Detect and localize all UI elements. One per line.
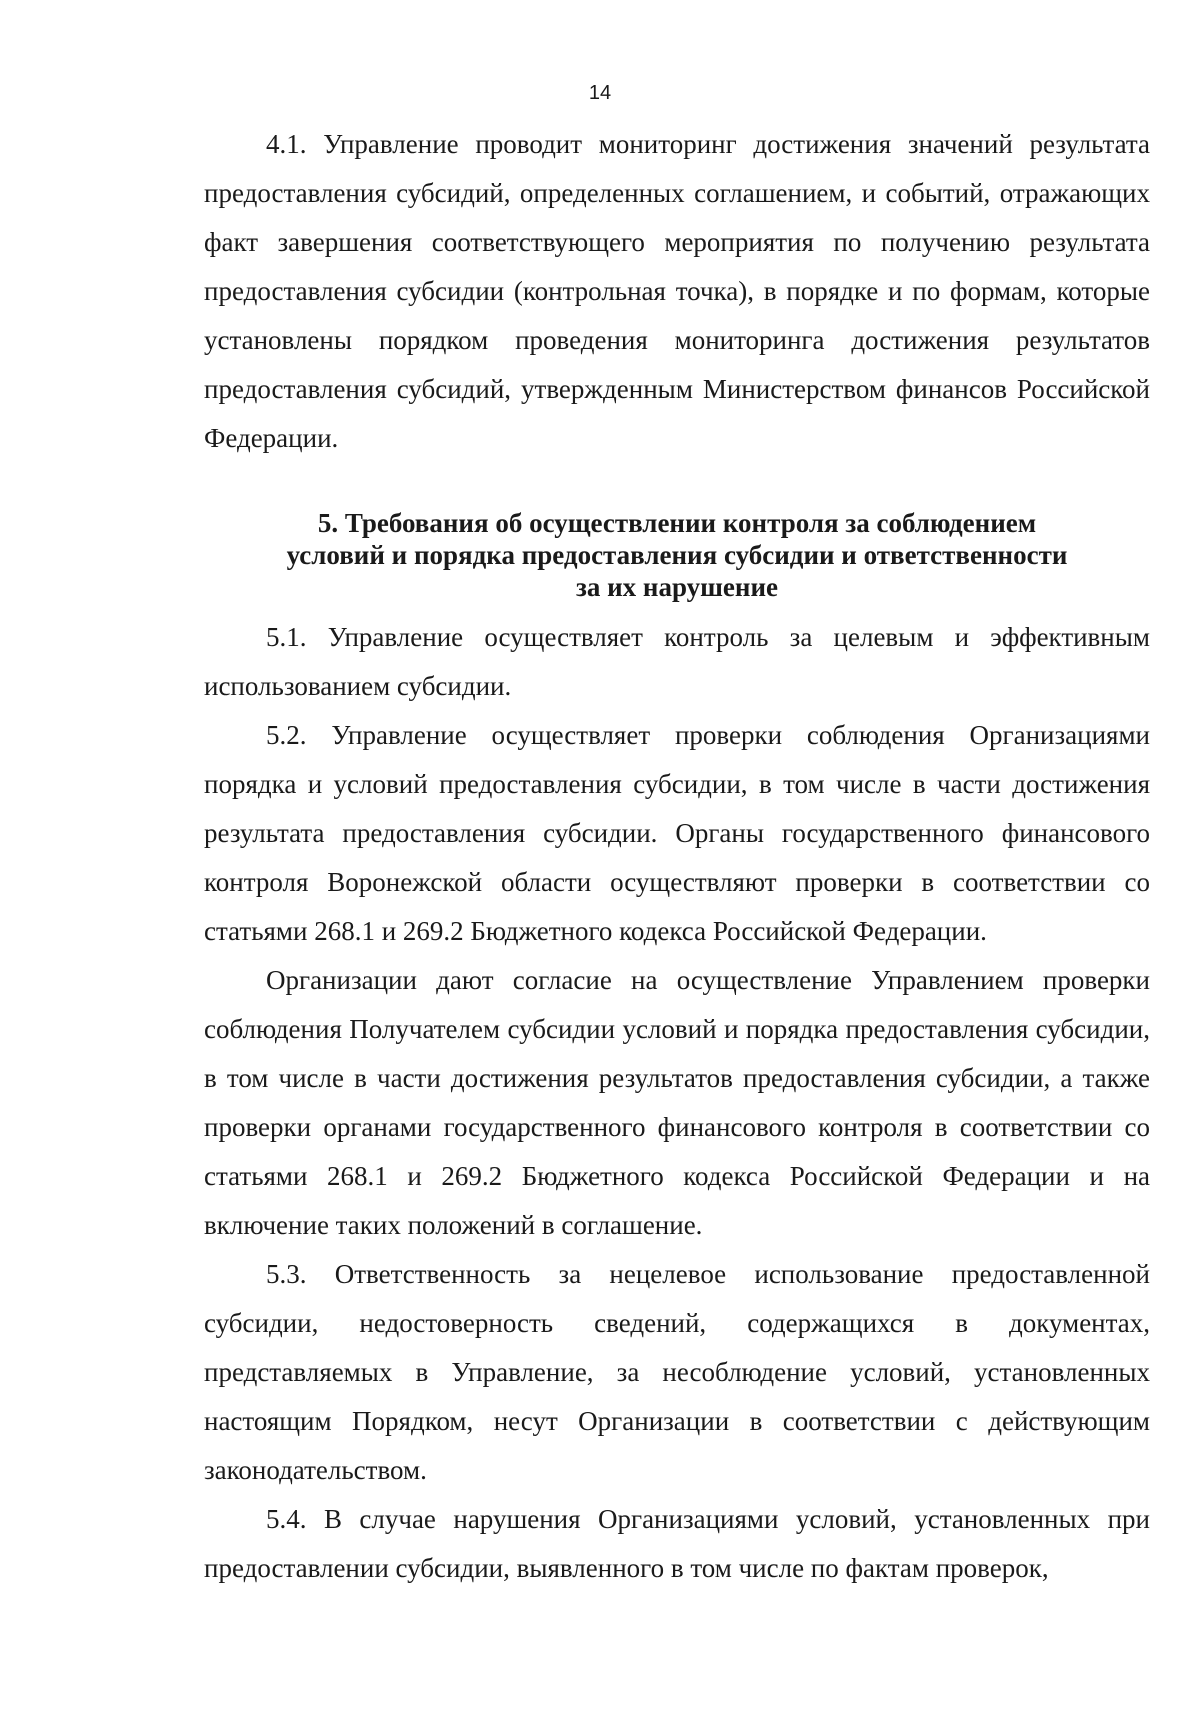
paragraph-5-2-consent: Организации дают согласие на осуществление Управлением проверки соблюдения Получателем субсидии условий и порядка предоставления субсидии, в том числе в части достижения результатов предоставления субсидии, а также проверки органами государственного финансового контроля в соответствии со статьями 268.1 и 269.2 Бюджетного кодекса Российской Федерации и на включение таких положений в соглашение.: [204, 965, 1150, 1240]
document-body: [204, 120, 1150, 1593]
paragraph-4-1: 4.1. Управление проводит мониторинг достижения значений результата предоставления субсидий, определенных соглашением, и событий, отражающих факт завершения соответствующего мероприятия по получению результата предоставления субсидии (контрольная точка), в порядке и по формам, которые установлены порядком проведения мониторинга достижения результатов предоставления субсидий, утвержденным Министерством финансов Российской Федерации.: [204, 129, 1150, 453]
paragraph-5-2: 5.2. Управление осуществляет проверки соблюдения Организациями порядка и условий предоставления субсидии, в том числе в части достижения результата предоставления субсидии. Органы государственного финансового контроля Воронежской области осуществляют проверки в соответствии со статьями 268.1 и 269.2 Бюджетного кодекса Российской Федерации.: [204, 720, 1150, 946]
page-number: 14: [588, 82, 612, 104]
paragraph-5-3: 5.3. Ответственность за нецелевое использование предоставленной субсидии, недостоверность сведений, содержащихся в документах, представляемых в Управление, за несоблюдение условий, установленных настоящим Порядком, несут Организации в соответствии с действующим законодательством.: [204, 1259, 1150, 1485]
section-5-heading: [204, 507, 1150, 603]
section-5-heading-line-2: условий и порядка предоставления субсидии и ответственности: [286, 540, 1068, 570]
section-5-heading-line-3: за их нарушение: [576, 572, 778, 602]
paragraph-5-4: 5.4. В случае нарушения Организациями условий, установленных при предоставлении субсидии, выявленного в том числе по фактам проверок,: [204, 1504, 1150, 1583]
section-5-heading-line-1: 5. Требования об осуществлении контроля за соблюдением: [317, 508, 1037, 538]
paragraph-5-1: 5.1. Управление осуществляет контроль за целевым и эффективным использованием субсидии.: [204, 622, 1150, 701]
